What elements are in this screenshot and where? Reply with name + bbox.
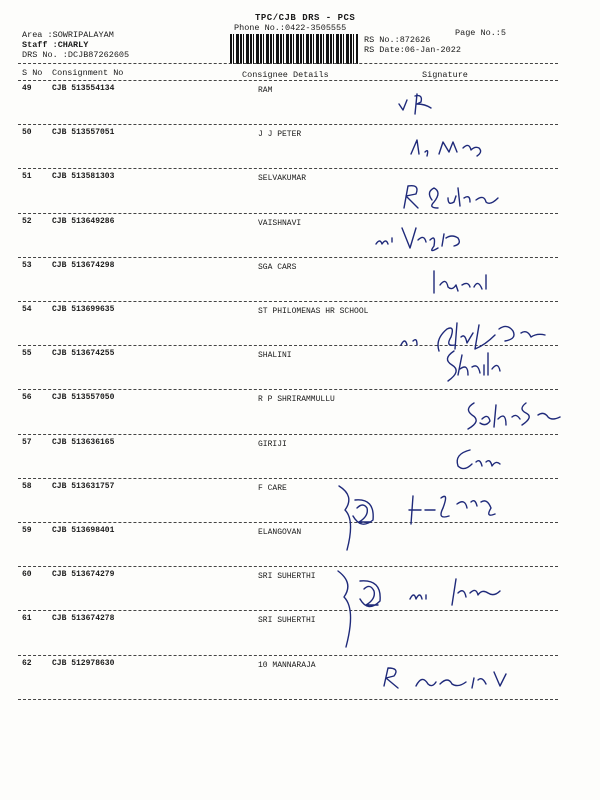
row-consignment-no: CJB 513631757 [52, 481, 115, 491]
row-sno: 54 [22, 305, 32, 314]
column-header-divider [18, 80, 558, 81]
row-consignee: SELVAKUMAR [258, 174, 307, 184]
row-consignee: ELANGOVAN [258, 528, 302, 537]
signature-56 [460, 395, 570, 435]
document-title: TPC/CJB DRS - PCS [255, 13, 356, 23]
page-number: Page No.:5 [455, 28, 507, 38]
row-sno: 49 [22, 84, 32, 93]
signature-55 [438, 345, 518, 389]
table-row [0, 436, 600, 482]
row-consignment-no: CJB 513674255 [52, 349, 115, 359]
signature-49 [395, 90, 475, 120]
row-consignment-no: CJB 513674298 [52, 260, 115, 270]
signature-53 [428, 265, 508, 299]
row-consignment-no: CJB 513581303 [52, 172, 115, 182]
table-row [0, 259, 600, 305]
row-consignee: J J PETER [258, 130, 302, 140]
row-consignment-no: CJB 513699635 [52, 305, 115, 314]
area-label: Area :SOWRIPALAYAM [22, 30, 114, 40]
row-consignment-no: CJB 513636165 [52, 437, 115, 447]
drs-number: DRS No. :DCJB87262605 [22, 50, 130, 60]
row-sno: 57 [22, 437, 32, 447]
row-sno: 50 [22, 128, 32, 138]
table-row [0, 126, 600, 172]
signature-52 [372, 220, 502, 256]
row-consignee: R P SHRIRAMMULLU [258, 395, 335, 405]
row-divider [18, 478, 558, 479]
header-divider [18, 63, 558, 64]
row-consignee: SRI SUHERTHI [258, 616, 316, 626]
row-sno: 58 [22, 481, 32, 491]
col-header-signature: Signature [422, 70, 468, 80]
col-header-sno: S No [22, 68, 43, 78]
row-sno: 61 [22, 614, 32, 624]
row-consignment-no: CJB 513554134 [52, 84, 115, 93]
row-divider [18, 699, 558, 700]
row-sno: 52 [22, 216, 32, 226]
row-divider [18, 124, 558, 125]
row-consignee: ST PHILOMENAS HR SCHOOL [258, 307, 369, 316]
staff-label: Staff :CHARLY [22, 40, 89, 50]
table-row [0, 82, 600, 128]
row-consignment-no: CJB 513557051 [52, 128, 115, 138]
row-consignee: SGA CARS [258, 262, 297, 272]
signature-50 [405, 132, 505, 162]
row-consignment-no: CJB 513674278 [52, 614, 115, 624]
row-consignment-no: CJB 513649286 [52, 216, 115, 226]
row-divider [18, 389, 558, 390]
rs-date: RS Date:06-Jan-2022 [364, 45, 461, 55]
row-consignment-no: CJB 513698401 [52, 526, 115, 535]
row-consignee: SHALINI [258, 351, 292, 361]
row-consignee: RAM [258, 86, 273, 95]
row-consignment-no: CJB 512978630 [52, 658, 115, 668]
row-consignee: VAISHNAVI [258, 218, 302, 228]
signature-51 [398, 180, 528, 216]
table-row [0, 215, 600, 261]
col-header-consignment: Consignment No [52, 68, 124, 78]
row-divider [18, 257, 558, 258]
row-consignment-no: CJB 513674279 [52, 570, 115, 580]
row-consignee: 10 MANNARAJA [258, 660, 316, 670]
row-sno: 59 [22, 526, 32, 535]
signature-60 [330, 565, 530, 655]
row-sno: 55 [22, 349, 32, 359]
signature-57 [450, 440, 510, 474]
barcode-image [230, 34, 358, 64]
row-consignment-no: CJB 513557050 [52, 393, 115, 403]
row-consignee: GIRIJI [258, 439, 287, 449]
col-header-consignee: Consignee Details [242, 70, 329, 80]
phone-number: Phone No.:0422-3505555 [234, 23, 347, 33]
row-sno: 53 [22, 260, 32, 270]
row-consignee: F CARE [258, 483, 287, 493]
signature-58 [325, 480, 525, 560]
row-sno: 56 [22, 393, 32, 403]
row-sno: 62 [22, 658, 32, 668]
row-sno: 60 [22, 570, 32, 580]
row-consignee: SRI SUHERTHI [258, 572, 316, 582]
row-divider [18, 168, 558, 169]
rs-number: RS No.:872626 [364, 35, 431, 45]
row-sno: 51 [22, 172, 32, 182]
signature-62 [378, 662, 518, 694]
row-divider [18, 301, 558, 302]
